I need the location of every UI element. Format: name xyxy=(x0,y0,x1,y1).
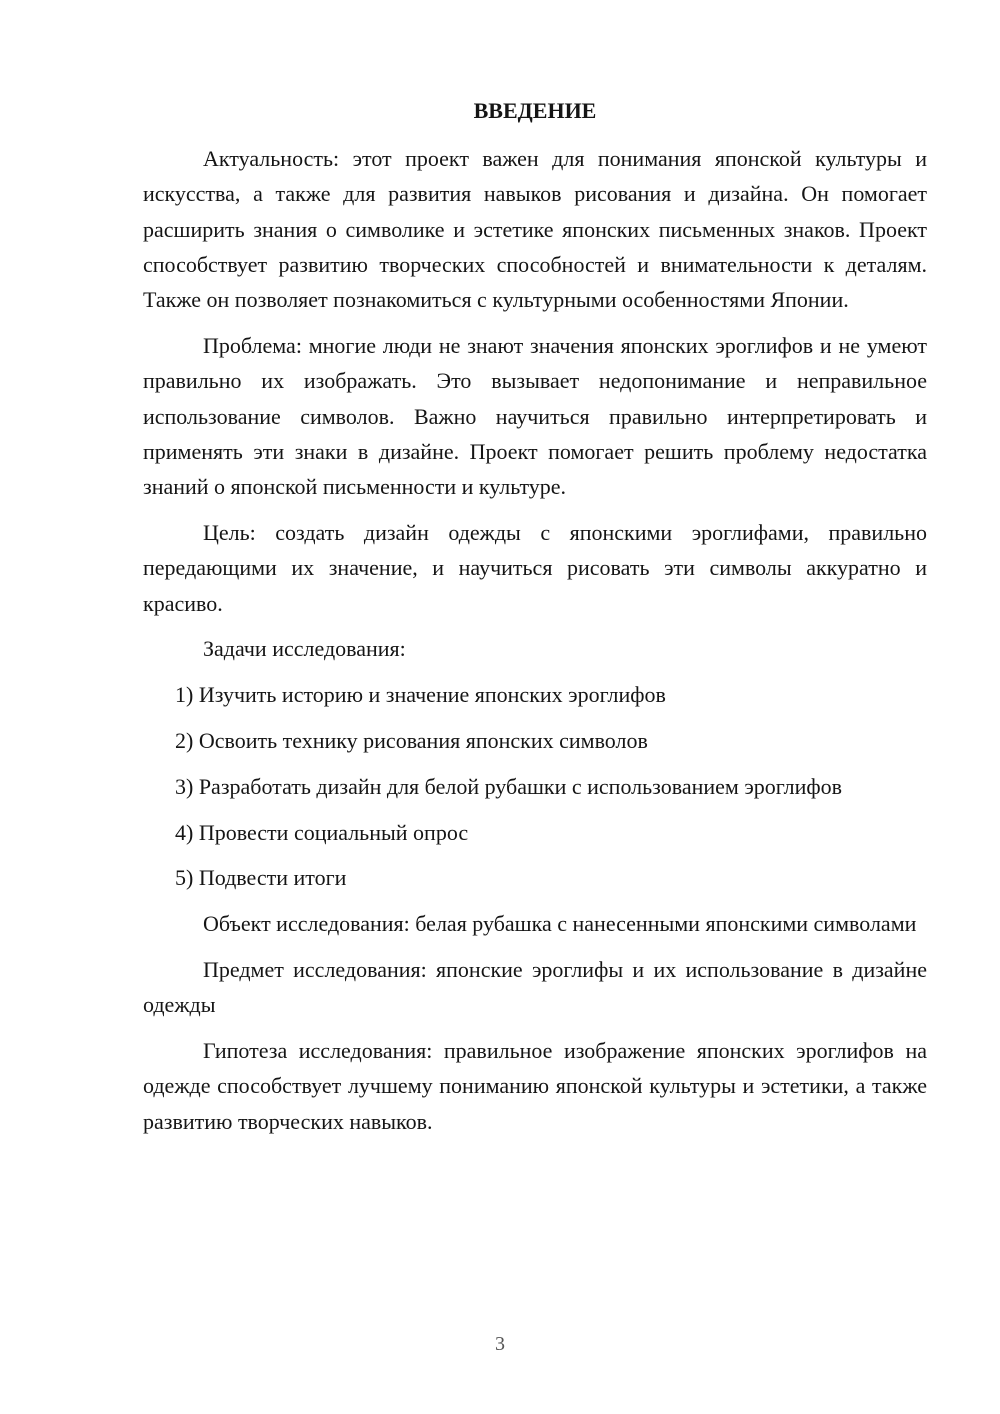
task-item-2: 2) Освоить технику рисования японских символов xyxy=(175,727,648,753)
goal-paragraph: Цель: создать дизайн одежды с японскими эроглифами, правильно передающими их значение, и научиться рисовать эти символы аккуратно и красиво. xyxy=(143,519,927,616)
actuality-paragraph: Актуальность: этот проект важен для понимания японской культуры и искусства, а также для развития навыков рисования и дизайна. Он помогает расширить знания о символике и эстетике японских письменных знаков. Проект способствует развитию творческих способностей и внимательности к деталям. Также он позволяет познакомиться с культурными особенностями Японии. xyxy=(143,146,927,313)
page-number: 3 xyxy=(495,1333,505,1355)
task-item-1: 1) Изучить историю и значение японских эроглифов xyxy=(175,682,666,708)
task-item-3: 3) Разработать дизайн для белой рубашки с использованием эроглифов xyxy=(175,773,843,799)
hypothesis-paragraph: Гипотеза исследования: правильное изображение японских эроглифов на одежде способствует лучшему пониманию японской культуры и эстетики, а также развитию творческих навыков. xyxy=(143,1038,927,1134)
problem-paragraph: Проблема: многие люди не знают значения японских эроглифов и не умеют правильно их изображать. Это вызывает недопонимание и неправильное использование символов. Важно научиться правильно интерпретировать и применять эти знаки в дизайне. Проект помогает решить проблему недостатка знаний о японской письменности и культуре. xyxy=(143,332,927,500)
subject-paragraph: Предмет исследования: японские эроглифы и их использование в дизайне одежды xyxy=(143,956,927,1018)
task-item-5: 5) Подвести итоги xyxy=(175,865,347,891)
object-paragraph: Объект исследования: белая рубашка с нанесенными японскими символами xyxy=(203,911,917,937)
page-title: ВВЕДЕНИЕ xyxy=(473,98,597,123)
page-body xyxy=(143,96,927,1149)
tasks-heading: Задачи исследования: xyxy=(203,636,406,662)
task-item-4: 4) Провести социальный опрос xyxy=(175,819,469,845)
